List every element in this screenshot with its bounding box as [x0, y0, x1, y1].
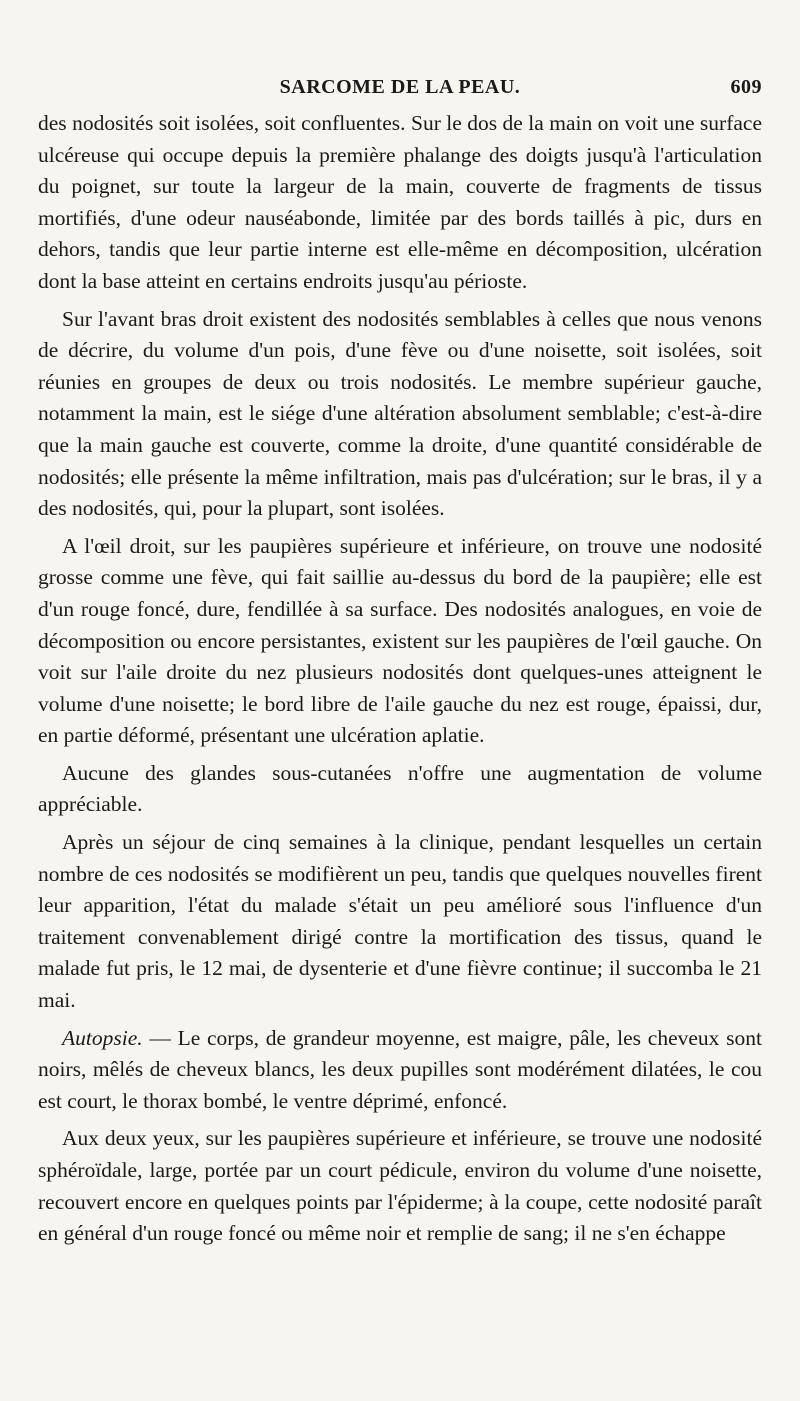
paragraph-6 — [38, 1023, 762, 1118]
running-header — [38, 76, 762, 102]
paragraph-6-text: — Le corps, de grandeur moyenne, est maigre, pâle, les cheveux sont noirs, mêlés de cheveux blancs, les deux pupilles sont modérément dilatées, le cou est court, le thorax bombé, le ventre déprimé, enfoncé. — [38, 1025, 762, 1113]
running-title: SARCOME DE LA PEAU. — [279, 76, 521, 98]
paragraph-2: Sur l'avant bras droit existent des nodosités semblables à celles que nous venons de décrire, du volume d'un pois, d'une fève ou d'une noisette, soit isolées, soit réunies en groupes de deux ou trois nodosités. Le membre supérieur gauche, notamment la main, est le siége d'une altération absolument semblable; c'est-à-dire que la main gauche est couverte, comme la droite, d'une quantité considérable de nodosités; elle présente la même infiltration, mais pas d'ulcération; sur le bras, il y a des nodosités, qui, pour la plupart, sont isolées. — [38, 306, 762, 521]
paragraph-3: A l'œil droit, sur les paupières supérieure et inférieure, on trouve une nodosité grosse comme une fève, qui fait saillie au-dessus du bord de la paupière; elle est d'un rouge foncé, dure, fendillée à sa surface. Des nodosités analogues, en voie de décomposition ou encore persistantes, existent sur les paupières de l'œil gauche. On voit sur l'aile droite du nez plusieurs nodosités dont quelques-unes atteignent le volume d'une noisette; le bord libre de l'aile gauche du nez est rouge, épaissi, dur, en partie déformé, présentant une ulcération aplatie. — [38, 533, 762, 748]
paragraph-7: Aux deux yeux, sur les paupières supérieure et inférieure, se trouve une nodosité sphéroïdale, large, portée par un court pédicule, environ du volume d'une noisette, recouvert encore en quelques points par l'épiderme; à la coupe, cette nodosité paraît en général d'un rouge foncé ou même noir et remplie de sang; il ne s'en échappe — [38, 1126, 762, 1246]
book-page — [38, 76, 762, 1386]
paragraph-5: Après un séjour de cinq semaines à la clinique, pendant lesquelles un certain nombre de ces nodosités se modifièrent un peu, tandis que quelques nouvelles firent leur apparition, l'état du malade s'était un peu amélioré sous l'influence d'un traitement convenablement dirigé contre la mortification des tissus, quand le malade fut pris, le 12 mai, de dysenterie et d'une fièvre continue; il succomba le 21 mai. — [38, 830, 762, 1013]
body-text — [38, 108, 762, 1250]
paragraph-4: Aucune des glandes sous-cutanées n'offre une augmentation de volume appréciable. — [38, 760, 762, 817]
paragraph-1: des nodosités soit isolées, soit confluentes. Sur le dos de la main on voit une surface ulcéreuse qui occupe depuis la première phalange des doigts jusqu'à l'articulation du poignet, sur toute la largeur de la main, couverte de fragments de tissus mortifiés, d'une odeur nauséabonde, limitée par des bords taillés à pic, durs en dehors, tandis que leur partie interne est elle-même en décomposition, ulcération dont la base atteint en certains endroits jusqu'au périoste. — [38, 111, 762, 293]
section-lead-autopsie: Autopsie. — [62, 1025, 143, 1050]
page-number: 609 — [730, 76, 762, 98]
